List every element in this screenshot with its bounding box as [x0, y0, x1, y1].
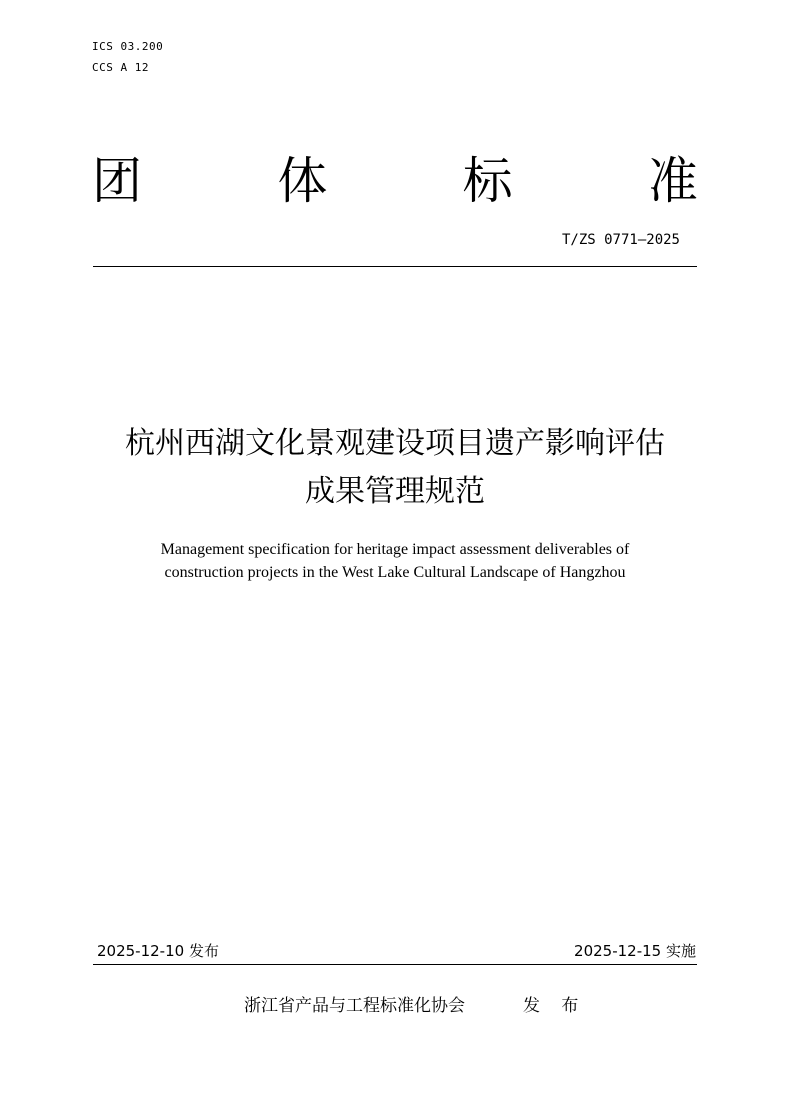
- header-divider: [93, 266, 697, 267]
- standard-type-char-1: 团: [92, 152, 142, 210]
- english-title-line-1: Management specification for heritage impact assessment deliverables of: [160, 541, 630, 558]
- standard-number: T/ZS 0771—2025: [561, 232, 680, 248]
- standard-type-char-3: 标: [462, 152, 513, 210]
- standard-type-char-2: 体: [277, 152, 328, 210]
- ccs-code: CCS A 12: [92, 61, 149, 74]
- footer-divider: [93, 964, 697, 965]
- standard-type-char-4: 准: [647, 152, 698, 210]
- ics-code: ICS 03.200: [92, 40, 164, 53]
- chinese-title-line-2: 成果管理规范: [305, 474, 485, 509]
- publish-label: 发 布: [523, 996, 587, 1016]
- chinese-title-line-1: 杭州西湖文化景观建设项目遗产影响评估: [125, 426, 665, 461]
- issue-date: 2025-12-10 发布: [97, 942, 219, 960]
- implementation-date: 2025-12-15 实施: [574, 942, 696, 960]
- publisher-name: 浙江省产品与工程标准化协会: [244, 996, 465, 1016]
- english-title-line-2: construction projects in the West Lake Cultural Landscape of Hangzhou: [164, 564, 626, 581]
- standard-type-heading: [92, 150, 698, 212]
